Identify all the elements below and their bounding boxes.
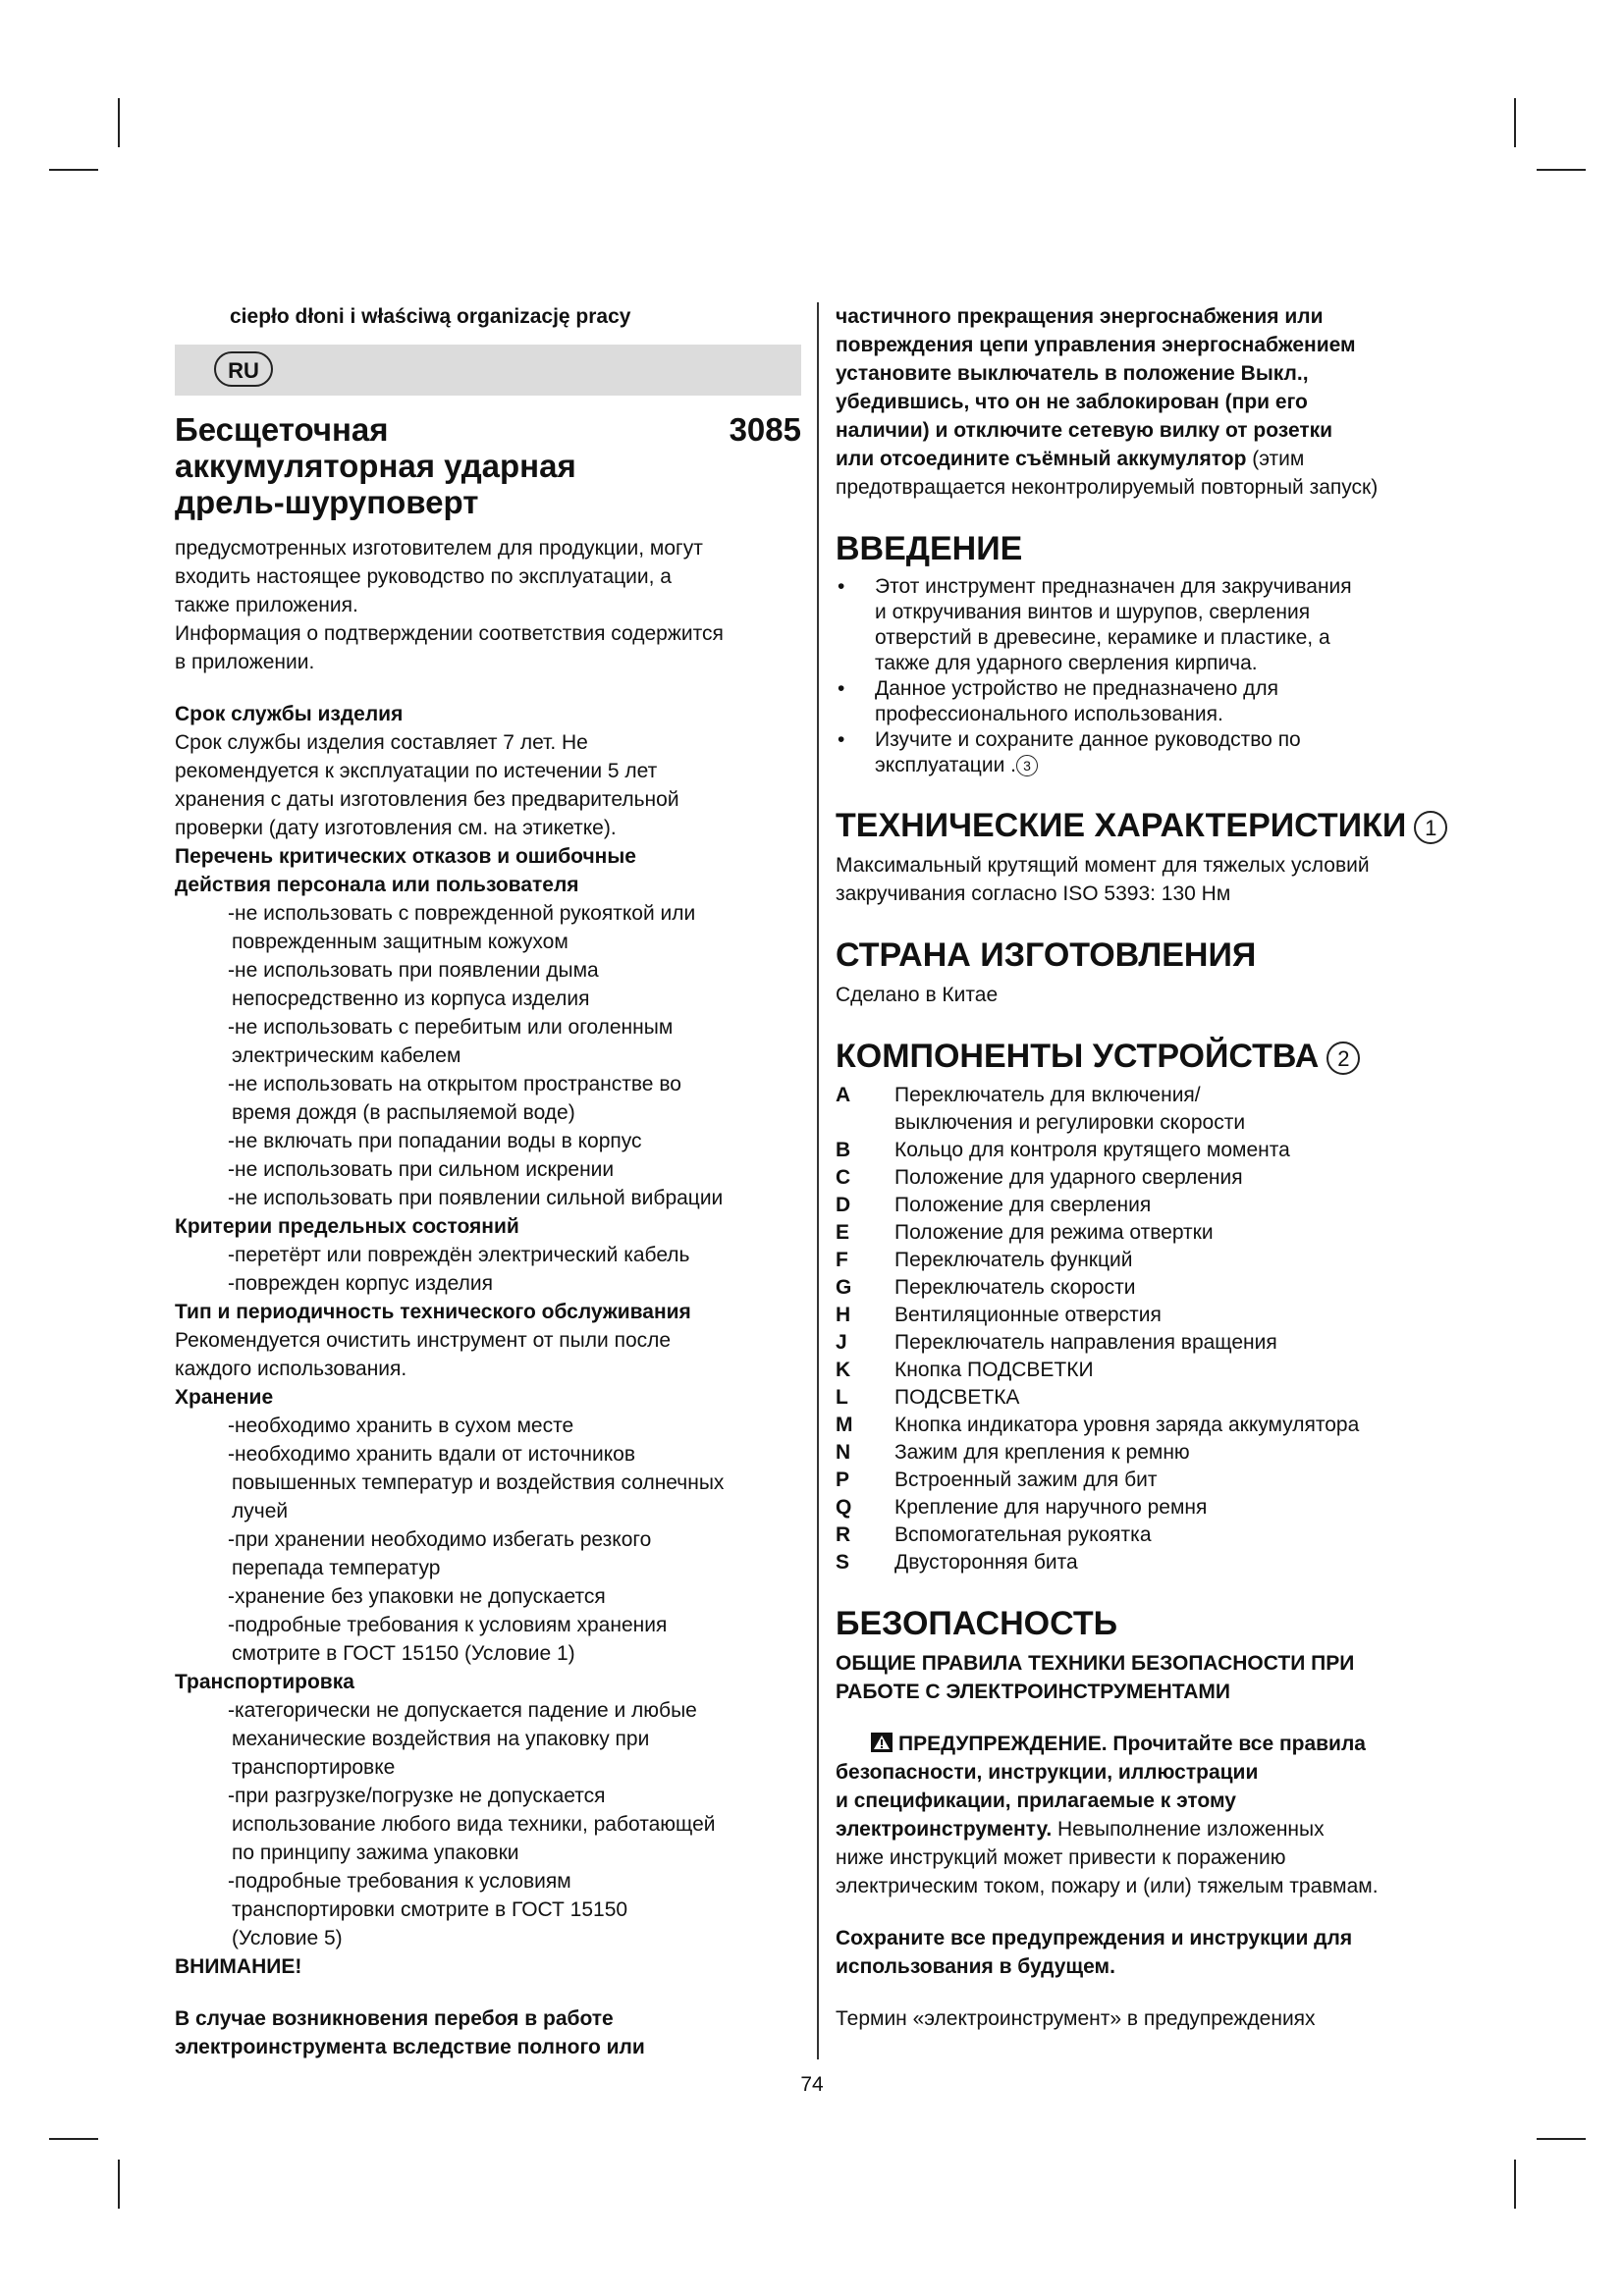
crop-mark: [49, 169, 98, 171]
life-line: хранения с даты изготовления без предварительной: [175, 788, 679, 811]
component-row: [836, 1329, 1454, 1357]
continued-line: повреждения цепи управления энергоснабжением: [836, 334, 1356, 356]
bullet-line: Изучите и сохраните данное руководство по: [875, 728, 1301, 751]
country-text: Сделано в Китае: [836, 984, 999, 1006]
component-key: A: [836, 1084, 851, 1106]
crop-mark: [1537, 2138, 1586, 2140]
component-row: [836, 1164, 1454, 1192]
storage-line: смотрите в ГОСТ 15150 (Условие 1): [232, 1642, 575, 1665]
component-key: M: [836, 1414, 853, 1436]
right-column: [836, 302, 1454, 2033]
component-label: Встроенный зажим для бит: [894, 1468, 1158, 1491]
component-row: [836, 1494, 1454, 1522]
title-line: дрель-шуруповерт: [175, 484, 479, 520]
component-row: [836, 1219, 1454, 1247]
warning-line: безопасности, инструкции, иллюстрации: [836, 1761, 1259, 1784]
intro-line: предусмотренных изготовителем для продукции, могут: [175, 537, 703, 560]
crop-mark: [118, 98, 120, 147]
life-line: Срок службы изделия составляет 7 лет. Не: [175, 731, 588, 754]
component-row: [836, 1412, 1454, 1439]
continued-bold: или отсоедините съёмный аккумулятор: [836, 448, 1247, 470]
component-row: [836, 1192, 1454, 1219]
component-key: L: [836, 1386, 848, 1409]
continued-normal: (этим: [1246, 448, 1305, 470]
transport-line: по принципу зажима упаковки: [232, 1842, 519, 1864]
warning-normal: Невыполнение изложенных: [1052, 1818, 1325, 1841]
safety-subheading: ОБЩИЕ ПРАВИЛА ТЕХНИКИ БЕЗОПАСНОСТИ ПРИ: [836, 1652, 1355, 1675]
storage-line: повышенных температур и воздействия солнечных: [232, 1471, 725, 1494]
failures-line: -не использовать при появлении сильной вибрации: [228, 1187, 724, 1209]
component-row: [836, 1109, 1454, 1137]
component-row: [836, 1137, 1454, 1164]
warning-text: ПРЕДУПРЕЖДЕНИЕ. Прочитайте все правила: [898, 1733, 1366, 1755]
list-item: • Этот инструмент предназначен для закручивания и откручивания винтов и шурупов, сверления отверстий в древесине, керамике и пластике, а также для ударного сверления кирпича.: [838, 575, 1352, 674]
crop-mark: [1514, 2160, 1516, 2209]
component-label: выключения и регулировки скорости: [894, 1111, 1246, 1134]
component-key: K: [836, 1359, 851, 1381]
continued-line: убедившись, что он не заблокирован (при его: [836, 391, 1308, 413]
component-label: Переключатель функций: [894, 1249, 1133, 1271]
figure-ref-icon: 2: [1326, 1041, 1360, 1075]
component-row: [836, 1549, 1454, 1576]
component-label: Крепление для наручного ремня: [894, 1496, 1208, 1519]
warning-line: и спецификации, прилагаемые к этому: [836, 1789, 1236, 1812]
component-key: R: [836, 1523, 851, 1546]
failures-line: поврежденным защитным кожухом: [232, 931, 568, 953]
attention-line: В случае возникновения перебоя в работе: [175, 2007, 614, 2030]
attention-line: электроинструмента вследствие полного или: [175, 2036, 645, 2058]
transport-heading: Транспортировка: [175, 1671, 354, 1693]
component-label: Положение для ударного сверления: [894, 1166, 1243, 1189]
service-heading: Тип и периодичность технического обслуживания: [175, 1301, 691, 1323]
component-label: Вспомогательная рукоятка: [894, 1523, 1152, 1546]
failures-line: -не использовать с поврежденной рукояткой или: [228, 902, 696, 925]
intro-heading: ВВЕДЕНИЕ: [836, 530, 1023, 567]
component-row: [836, 1247, 1454, 1274]
storage-line: -хранение без упаковки не допускается: [228, 1585, 606, 1608]
transport-line: транспортировке: [232, 1756, 396, 1779]
component-label: Двусторонняя бита: [894, 1551, 1078, 1574]
component-label: Переключатель для включения/: [894, 1084, 1201, 1106]
limits-line: -поврежден корпус изделия: [228, 1272, 493, 1295]
life-line: рекомендуется к эксплуатации по истечении 5 лет: [175, 760, 658, 782]
term-line: Термин «электроинструмент» в предупреждениях: [836, 2007, 1316, 2030]
component-row: [836, 1082, 1454, 1109]
transport-line: использование любого вида техники, работающей: [232, 1813, 716, 1836]
warning-icon: [871, 1733, 893, 1752]
failures-line: непосредственно из корпуса изделия: [232, 988, 590, 1010]
title-line: Бесщеточная: [175, 411, 389, 448]
component-key: C: [836, 1166, 851, 1189]
component-row: [836, 1384, 1454, 1412]
bullet-line: отверстий в древесине, керамике и пластике, а: [875, 626, 1330, 649]
component-key: [836, 1109, 894, 1137]
component-label: Вентиляционные отверстия: [894, 1304, 1162, 1326]
transport-line: (Условие 5): [232, 1927, 343, 1949]
component-key: H: [836, 1304, 851, 1326]
continued-line: частичного прекращения энергоснабжения или: [836, 305, 1324, 328]
transport-line: -подробные требования к условиям: [228, 1870, 571, 1893]
failures-line: -не включать при попадании воды в корпус: [228, 1130, 642, 1152]
component-label: Положение для режима отвертки: [894, 1221, 1214, 1244]
intro-list: [836, 574, 1454, 778]
failures-line: -не использовать при сильном искрении: [228, 1158, 615, 1181]
component-key: P: [836, 1468, 850, 1491]
figure-ref-icon: 1: [1414, 811, 1447, 844]
failures-line: электрическим кабелем: [232, 1044, 461, 1067]
life-heading: Срок службы изделия: [175, 703, 404, 725]
limits-line: -перетёрт или повреждён электрический кабель: [228, 1244, 690, 1266]
country-heading: СТРАНА ИЗГОТОВЛЕНИЯ: [836, 936, 1257, 974]
component-key: J: [836, 1331, 847, 1354]
failures-line: -не использовать на открытом пространстве во: [228, 1073, 681, 1095]
components-heading-text: КОМПОНЕНТЫ УСТРОЙСТВА: [836, 1038, 1320, 1075]
warning-line: ниже инструкций может привести к поражению: [836, 1846, 1286, 1869]
bullet-line: Этот инструмент предназначен для закручивания: [875, 575, 1352, 598]
component-key: S: [836, 1551, 850, 1574]
continued-line: [836, 445, 1454, 473]
transport-line: механические воздействия на упаковку при: [232, 1728, 650, 1750]
previous-language-tail: ciepło dłoni i właściwą organizację pracy: [230, 305, 631, 328]
crop-mark: [1537, 169, 1586, 171]
list-item: • Изучите и сохраните данное руководство по эксплуатации . 3: [838, 728, 1301, 776]
transport-line: транспортировки смотрите в ГОСТ 15150: [232, 1898, 628, 1921]
intro-line: также приложения.: [175, 594, 358, 616]
component-row: [836, 1302, 1454, 1329]
continued-line: предотвращается неконтролируемый повторный запуск): [836, 476, 1379, 499]
failures-heading: Перечень критических отказов и ошибочные: [175, 845, 636, 868]
components-list: [836, 1082, 1454, 1576]
component-label: Положение для сверления: [894, 1194, 1152, 1216]
language-bar: [175, 345, 801, 396]
bullet-line: профессионального использования.: [875, 703, 1223, 725]
attention-heading: ВНИМАНИЕ!: [175, 1955, 302, 1978]
column-divider: [817, 302, 819, 2059]
bullet-line: и откручивания винтов и шурупов, сверления: [875, 601, 1311, 623]
component-row: [836, 1357, 1454, 1384]
failures-line: -не использовать при появлении дыма: [228, 959, 599, 982]
bullet-line: эксплуатации .: [875, 754, 1016, 776]
transport-line: -при разгрузке/погрузке не допускается: [228, 1785, 606, 1807]
component-row: [836, 1439, 1454, 1467]
intro-line: Информация о подтверждении соответствия содержится: [175, 622, 724, 645]
safety-subheading: РАБОТЕ С ЭЛЕКТРОИНСТРУМЕНТАМИ: [836, 1681, 1230, 1703]
warning-line: [836, 1730, 1454, 1758]
failures-line: -не использовать с перебитым или оголенным: [228, 1016, 674, 1039]
storage-line: -необходимо хранить вдали от источников: [228, 1443, 635, 1466]
crop-mark: [1514, 98, 1516, 147]
components-heading: [836, 1037, 1454, 1076]
spec-heading-text: ТЕХНИЧЕСКИЕ ХАРАКТЕРИСТИКИ: [836, 807, 1407, 844]
model-number: 3085: [729, 411, 801, 448]
component-key: N: [836, 1441, 851, 1464]
failures-heading: действия персонала или пользователя: [175, 874, 579, 896]
storage-line: -при хранении необходимо избегать резкого: [228, 1528, 652, 1551]
component-row: [836, 1467, 1454, 1494]
continued-line: установите выключатель в положение Выкл.,: [836, 362, 1309, 385]
service-line: каждого использования.: [175, 1358, 407, 1380]
figure-ref-icon: 3: [1016, 755, 1038, 776]
page-number: 74: [800, 2073, 824, 2096]
spec-line: Максимальный крутящий момент для тяжелых условий: [836, 854, 1370, 877]
save-line: использования в будущем.: [836, 1955, 1115, 1978]
component-key: D: [836, 1194, 851, 1216]
warning-line: электрическим током, пожару и (или) тяжелым травмам.: [836, 1875, 1379, 1897]
bullet-line: также для ударного сверления кирпича.: [875, 652, 1258, 674]
crop-mark: [118, 2160, 120, 2209]
storage-line: перепада температур: [232, 1557, 441, 1579]
component-row: [836, 1274, 1454, 1302]
component-row: [836, 1522, 1454, 1549]
intro-line: входить настоящее руководство по эксплуатации, а: [175, 565, 672, 588]
component-key: B: [836, 1139, 851, 1161]
component-key: G: [836, 1276, 852, 1299]
component-label: Переключатель направления вращения: [894, 1331, 1277, 1354]
spec-line: закручивания согласно ISO 5393: 130 Нм: [836, 882, 1231, 905]
warning-bold: электроинструменту.: [836, 1818, 1053, 1841]
limits-heading: Критерии предельных состояний: [175, 1215, 519, 1238]
storage-line: -подробные требования к условиям хранения: [228, 1614, 668, 1636]
component-label: ПОДСВЕТКА: [894, 1386, 1020, 1409]
life-line: проверки (дату изготовления см. на этикетке).: [175, 817, 617, 839]
save-line: Сохраните все предупреждения и инструкции для: [836, 1927, 1353, 1949]
safety-heading: БЕЗОПАСНОСТЬ: [836, 1605, 1118, 1642]
component-label: Кольцо для контроля крутящего момента: [894, 1139, 1290, 1161]
crop-mark: [49, 2138, 98, 2140]
component-label: Кнопка индикатора уровня заряда аккумулятора: [894, 1414, 1360, 1436]
product-title: [175, 411, 801, 520]
continued-line: наличии) и отключите сетевую вилку от розетки: [836, 419, 1333, 442]
spec-heading: [836, 806, 1454, 845]
component-label: Кнопка ПОДСВЕТКИ: [894, 1359, 1094, 1381]
language-badge: RU: [214, 351, 273, 387]
storage-heading: Хранение: [175, 1386, 274, 1409]
list-item: • Данное устройство не предназначено для профессионального использования.: [838, 677, 1279, 725]
transport-line: -категорически не допускается падение и любые: [228, 1699, 697, 1722]
failures-line: время дождя (в распыляемой воде): [232, 1101, 575, 1124]
storage-line: лучей: [232, 1500, 289, 1522]
warning-line: [836, 1815, 1454, 1843]
component-key: E: [836, 1221, 850, 1244]
bullet-line: Данное устройство не предназначено для: [875, 677, 1279, 700]
component-label: Зажим для крепления к ремню: [894, 1441, 1190, 1464]
component-key: F: [836, 1249, 848, 1271]
component-label: Переключатель скорости: [894, 1276, 1136, 1299]
title-line: аккумуляторная ударная: [175, 448, 576, 484]
storage-line: -необходимо хранить в сухом месте: [228, 1415, 574, 1437]
intro-line: в приложении.: [175, 651, 315, 673]
service-line: Рекомендуется очистить инструмент от пыли после: [175, 1329, 672, 1352]
left-column: [175, 302, 801, 2061]
component-key: Q: [836, 1496, 852, 1519]
